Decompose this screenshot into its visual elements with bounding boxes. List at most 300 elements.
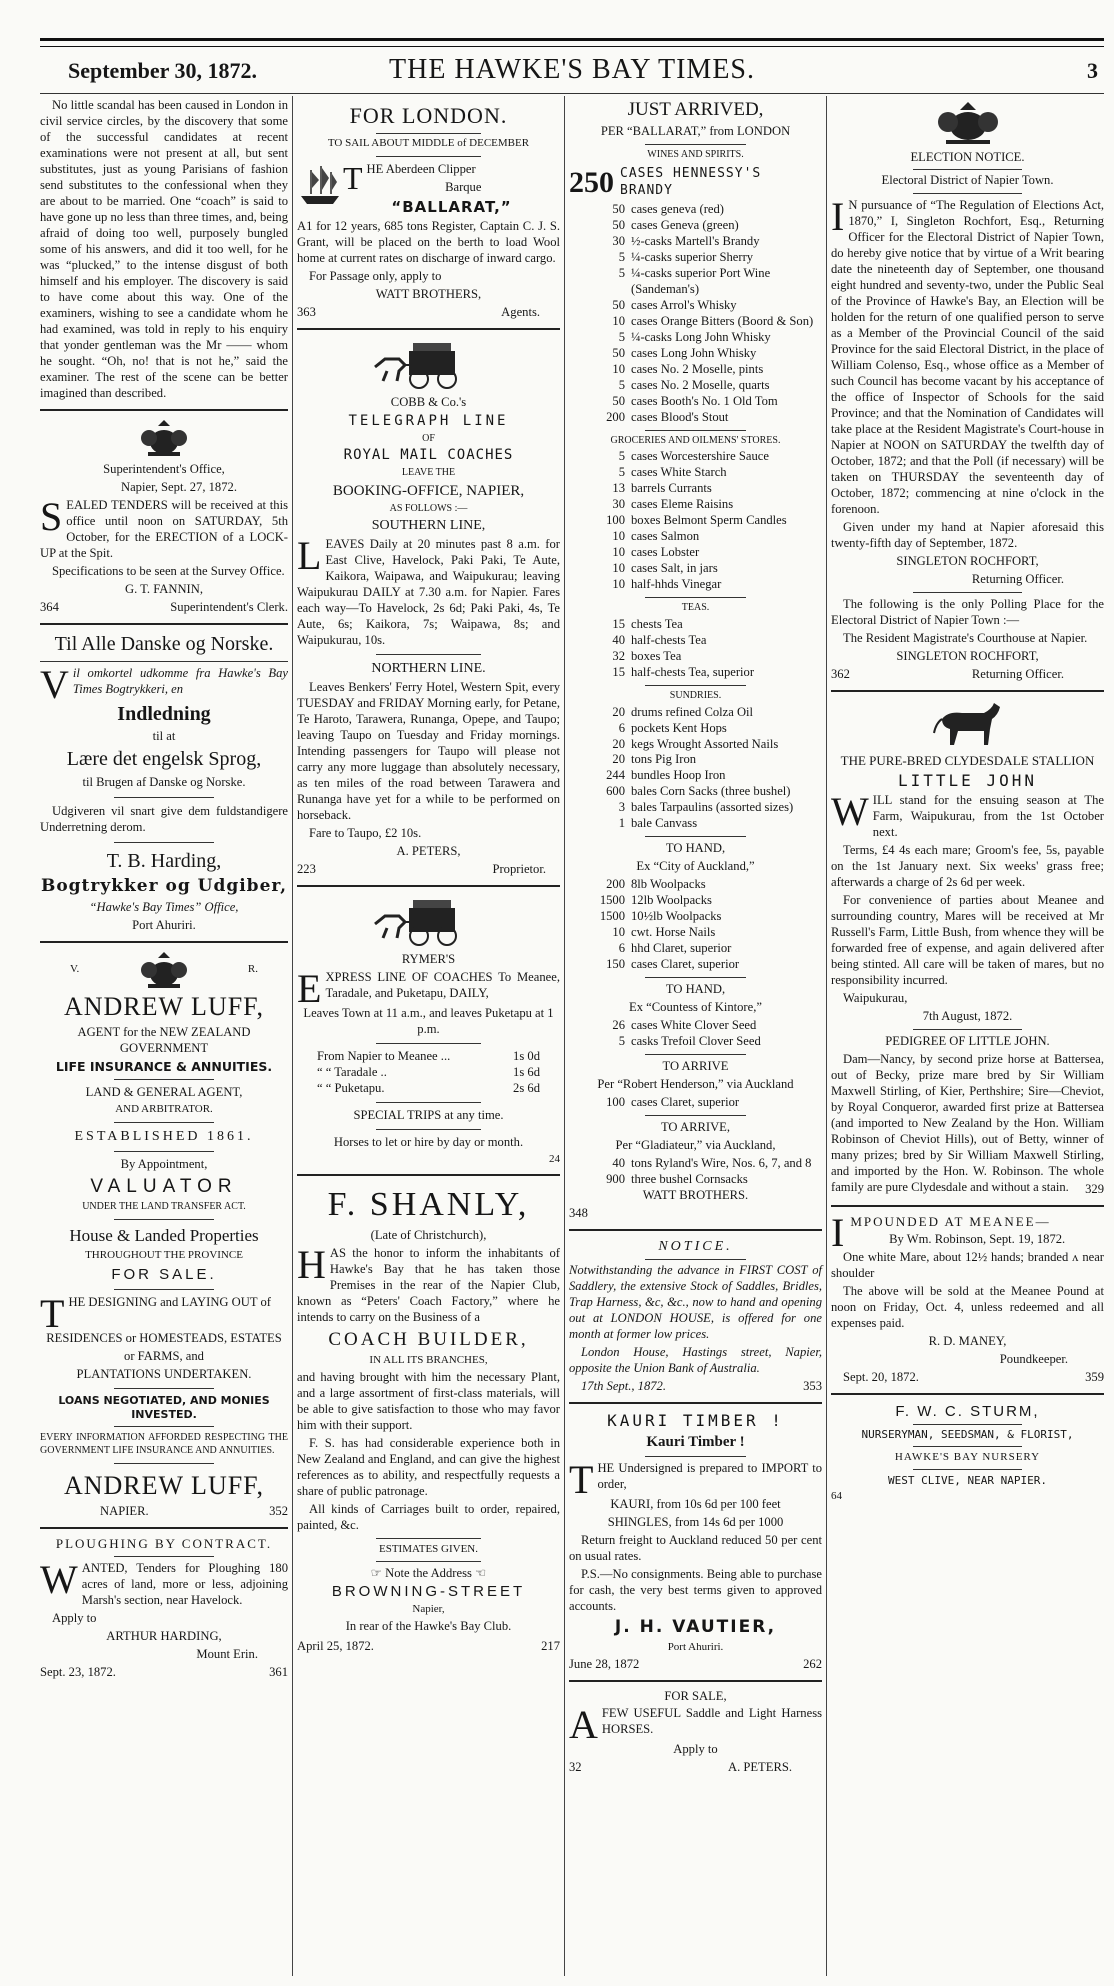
item-description: 10½lb Woolpacks: [631, 909, 722, 924]
ad-number: 64: [831, 1490, 842, 1503]
danish-brug: til Brugen af Danske og Norske.: [82, 774, 246, 789]
item-quantity: 6: [618, 941, 625, 956]
luff-crest-row: [40, 950, 288, 990]
divider: [913, 1029, 1022, 1030]
arrive2-list: [569, 1156, 822, 1188]
horse-terms: Terms, £4 4s each mare; Groom's fee, 5s, payable on the 1st January next. Six weeks' grass free; afterwards a charge of 2s 6d per week.: [831, 843, 1104, 890]
royal-crest-icon: [134, 418, 194, 458]
divider: [569, 1402, 822, 1404]
election-district: Electoral District of Napier Town.: [881, 172, 1054, 187]
luff-land-agent: LAND & GENERAL AGENT,: [85, 1085, 243, 1100]
list-item: [569, 784, 822, 800]
divider: [831, 1393, 1104, 1395]
item-quantity: 50: [612, 297, 625, 312]
item-description: cases Arrol's Whisky: [631, 297, 737, 312]
divider: [114, 797, 213, 798]
item-quantity: 200: [606, 877, 625, 892]
item-description: ½-casks Martell's Brandy: [631, 233, 760, 248]
masthead-rule: [40, 38, 1104, 41]
tender-spec: Specifications to be seen at the Survey Office.: [52, 563, 285, 578]
shanly-branches: IN ALL ITS BRANCHES,: [369, 1353, 488, 1366]
sailing-ship-icon: [297, 162, 343, 206]
item-quantity: 50: [612, 217, 625, 232]
royal-crest-icon: [134, 950, 194, 990]
cobb-footer: [297, 862, 560, 878]
item-description: cases Long John Whisky: [631, 345, 757, 360]
london-title: FOR LONDON.: [349, 103, 508, 128]
shanly-name: F. SHANLY,: [327, 1185, 530, 1223]
shanly-coach-builder: COACH BUILDER,: [328, 1328, 529, 1350]
forsale-signature: A. PETERS.: [727, 1760, 792, 1775]
horse-icon: [928, 699, 1008, 749]
list-item: [569, 957, 822, 973]
london-ship-line-2: Barque: [445, 179, 482, 194]
forsale-apply: Apply to: [673, 1742, 718, 1757]
tender-signature: G. T. FANNIN,: [124, 581, 203, 596]
divider: [114, 1388, 213, 1389]
item-quantity: 50: [612, 345, 625, 360]
groceries-list: [569, 449, 822, 593]
divider: [376, 1561, 481, 1562]
ad-number: 364: [40, 599, 59, 614]
divider: [913, 1424, 1022, 1425]
page-header: [40, 52, 1104, 92]
luff-information: EVERY INFORMATION AFFORDED RESPECTING THE GOVERNMENT LIFE INSURANCE AND ANNUITIES.: [40, 1432, 288, 1457]
list-item: [569, 752, 822, 768]
item-quantity: 40: [612, 1156, 625, 1171]
wines-heading: WINES AND SPIRITS.: [647, 149, 744, 161]
cobb-role: Proprietor.: [492, 861, 546, 876]
kauri-line-1: KAURI, from 10s 6d per 100 feet: [610, 1497, 781, 1512]
luff-house-properties: House & Landed Properties: [69, 1225, 259, 1245]
danish-signature: T. B. Harding,: [106, 849, 222, 872]
forsale-body: AFEW USEFUL Saddle and Light Harness HORSES.: [569, 1702, 822, 1748]
luff-established: ESTABLISHED 1861.: [74, 1129, 254, 1145]
list-item: [569, 266, 822, 298]
item-quantity: 15: [612, 664, 625, 679]
divider: [40, 1527, 288, 1529]
item-description: hhd Claret, superior: [631, 941, 732, 956]
masthead-rule-thin: [40, 46, 1104, 47]
cobb-of: OF: [422, 432, 435, 444]
shanly-rear: In rear of the Hawke's Bay Club.: [345, 1618, 512, 1633]
luff-name-2: ANDREW LUFF,: [63, 1470, 265, 1500]
divider: [40, 409, 288, 411]
shanly-street: BROWNING-STREET: [331, 1582, 526, 1600]
ad-number: 262: [803, 1656, 822, 1671]
item-description: cases Blood's Stout: [631, 409, 729, 424]
item-description: cases Salt, in jars: [631, 561, 718, 576]
notice-date: 17th Sept., 1872.: [581, 1378, 667, 1393]
item-description: half-chests Tea: [631, 632, 707, 647]
list-item: [569, 577, 822, 593]
hand2-ex: Ex “Countess of Kintore,”: [629, 1000, 762, 1015]
divider: [114, 1556, 213, 1557]
arrived-signature: WATT BROTHERS.: [642, 1188, 749, 1203]
crest-letter-v: V.: [70, 962, 80, 975]
fare-row: “ “ Puketapu. 2s 6d: [317, 1080, 540, 1095]
luff-arbitrator: AND ARBITRATOR.: [115, 1103, 213, 1116]
divider: [297, 1174, 560, 1176]
list-item: [569, 665, 822, 681]
item-quantity: 40: [612, 632, 625, 647]
divider: [913, 1446, 1022, 1447]
divider: [645, 144, 746, 145]
item-quantity: 5: [618, 449, 625, 464]
item-quantity: 10: [612, 561, 625, 576]
impounded-footer: [831, 1370, 1104, 1386]
item-quantity: 5: [618, 465, 625, 480]
kauri-footer: [569, 1657, 822, 1673]
ad-number: 24: [549, 1152, 560, 1165]
column-1: [40, 96, 292, 1976]
divider: [297, 328, 560, 330]
arrive2-heading: TO ARRIVE,: [660, 1120, 731, 1135]
list-item: [569, 721, 822, 737]
cobb-telegraph: TELEGRAPH LINE: [348, 412, 509, 429]
horse-date: 7th August, 1872.: [922, 1009, 1013, 1024]
rymer-body: EXPRESS LINE OF COACHES To Meanee, Taradale, and Puketapu, DAILY,: [297, 965, 560, 1011]
election-signature: SINGLETON ROCHFORT,: [896, 553, 1039, 568]
cobb-royal-mail: ROYAL MAIL COACHES: [343, 447, 514, 464]
luff-for-sale: FOR SALE.: [111, 1265, 217, 1283]
shanly-estimates: ESTIMATES GIVEN.: [379, 1542, 478, 1555]
divider: [40, 623, 288, 625]
item-description: ¼-casks superior Sherry: [631, 249, 754, 264]
item-quantity: 30: [612, 233, 625, 248]
item-description: cases Salmon: [631, 529, 700, 544]
item-description: cases Geneva (green): [631, 217, 739, 232]
kauri-signature: J. H. VAUTIER,: [614, 1616, 777, 1637]
impounded-role: Poundkeeper.: [999, 1352, 1068, 1367]
divider: [569, 1229, 822, 1231]
divider: [645, 430, 746, 431]
divider: [645, 597, 746, 598]
list-item: [569, 893, 822, 909]
divider: [645, 1259, 746, 1260]
hand1-heading: TO HAND,: [665, 841, 726, 856]
stagecoach-icon: [369, 894, 489, 948]
list-item: [569, 561, 822, 577]
list-item: [569, 909, 822, 925]
luff-name: ANDREW LUFF,: [63, 991, 265, 1021]
ad-number: 353: [803, 1378, 822, 1393]
pedigree-title: PEDIGREE OF LITTLE JOHN.: [885, 1034, 1050, 1049]
arrive1-per: Per “Robert Henderson,” via Auckland: [597, 1077, 794, 1092]
divider: [913, 193, 1022, 194]
election-role: Returning Officer.: [971, 571, 1064, 586]
item-quantity: 30: [612, 497, 625, 512]
item-quantity: 20: [612, 736, 625, 751]
election-polling: The following is the only Polling Place for the Electoral District of Napier Town :—: [831, 596, 1104, 627]
cobb-booking: BOOKING-OFFICE, NAPIER,: [332, 482, 525, 499]
london-agents: Agents.: [501, 304, 540, 319]
item-quantity: 200: [606, 409, 625, 424]
plough-place: Mount Erin.: [196, 1647, 258, 1662]
list-item: [569, 617, 822, 633]
horse-body: WILL stand for the ensuing season at The Farm, Waipukurau, from the 1st October next.: [831, 789, 1104, 840]
ad-number: 352: [269, 1503, 288, 1518]
ad-number: 359: [1085, 1370, 1104, 1385]
kauri-ps: P.S.—No consignments. Being able to purchase for cash, the very best terms given to approved accounts.: [569, 1567, 822, 1613]
item-description: cases geneva (red): [631, 201, 724, 216]
item-description: drums refined Colza Oil: [631, 704, 754, 719]
list-item: [569, 737, 822, 753]
impounded-date: Sept. 20, 1872.: [843, 1370, 919, 1385]
list-item: [569, 449, 822, 465]
header-rule: [40, 93, 1104, 94]
sundries-heading: SUNDRIES.: [669, 689, 722, 701]
divider: [645, 1115, 746, 1116]
impounded-signature: R. D. MANEY,: [928, 1334, 1007, 1349]
list-item: [569, 768, 822, 784]
luff-plantations: PLANTATIONS UNDERTAKEN.: [76, 1366, 252, 1381]
plough-footer: [40, 1665, 288, 1681]
divider: [376, 654, 481, 655]
notice-title: NOTICE.: [658, 1239, 733, 1255]
list-item: [569, 234, 822, 250]
shanly-note: Note the Address: [385, 1565, 472, 1580]
kauri-place: Port Ahuriri.: [667, 1640, 724, 1653]
ad-number: 223: [297, 861, 316, 876]
tender-date: Napier, Sept. 27, 1872.: [121, 479, 237, 494]
danish-place: Port Ahuriri.: [132, 917, 196, 932]
item-description: pockets Kent Hops: [631, 720, 727, 735]
item-description: boxes Tea: [631, 648, 682, 663]
item-quantity: 5: [618, 1034, 625, 1049]
divider: [569, 1680, 822, 1682]
election-court: The Resident Magistrate's Courthouse at Napier.: [843, 630, 1088, 645]
divider: [114, 1426, 213, 1427]
ad-number: 363: [297, 304, 316, 319]
divider: [376, 1102, 481, 1103]
newspaper-title: THE HAWKE'S BAY TIMES.: [389, 54, 755, 85]
london-sail: TO SAIL ABOUT MIDDLE of DECEMBER: [327, 136, 530, 149]
item-description: casks Trefoil Clover Seed: [631, 1034, 761, 1049]
notice-footer: [569, 1379, 822, 1395]
rymer-title: RYMER'S: [401, 951, 456, 966]
list-item: [569, 481, 822, 497]
divider: [376, 1043, 481, 1044]
cobb-northern-body: Leaves Benkers' Ferry Hotel, Western Spit, every TUESDAY and FRIDAY Morning early, for Petane, Te Haroto, Tarawera, Runanga, Opepe, and Taupo; leaving Taupo on Tuesday and Friday mornings. Intending passengers for Taupo will please not carry any more luggage than absolutely necessary, as ten miles of the road between Tarawera and Runanga have yet for a while to be performed on horseback.: [297, 679, 560, 822]
rymer-horses: Horses to let or hire by day or month.: [333, 1134, 524, 1149]
item-quantity: 5: [618, 265, 625, 280]
item-quantity: 10: [612, 577, 625, 592]
item-description: three bushel Cornsacks: [631, 1172, 748, 1187]
divider: [376, 1538, 481, 1539]
item-description: cases White Clover Seed: [631, 1018, 757, 1033]
item-description: half-hhds Vinegar: [631, 577, 722, 592]
divider: [114, 1151, 213, 1152]
divider: [114, 1463, 213, 1464]
danish-body: Vil omkortel udkomme fra Hawke's Bay Times Bogtrykkeri, en: [40, 661, 288, 707]
plough-title: PLOUGHING BY CONTRACT.: [55, 1535, 273, 1551]
luff-designing: THE DESIGNING and LAYING OUT of: [40, 1290, 271, 1336]
list-item: [569, 633, 822, 649]
item-quantity: 5: [618, 377, 625, 392]
london-ship-name: “BALLARAT,”: [391, 197, 512, 216]
shanly-body: HAS the honor to inform the inhabitants of Hawke's Bay that he has taken those Premises in the rear of the Napier Club, known as “Peters' Coach Factory,” where he intends to carry on the Business of a: [297, 1241, 560, 1324]
ad-number: 329: [1085, 1181, 1104, 1196]
divider: [913, 1469, 1022, 1470]
cobb-southern-body: LEAVES Daily at 20 minutes past 8 a.m. for East Clive, Havelock, Paki Paki, Te Aute, Kaikora, Waipawa, and Waipukurau; leaving Waipukurau DAILY at 7.30 a.m. for Napier. Fares each way—To Havelock, 2s 6d; Paki Paki, 4s, Te Aute, 6s; Kaikora, 7s; Waipawa, 8s; and Waipukurau, 10s.: [297, 533, 560, 648]
list-item: [569, 513, 822, 529]
divider: [114, 842, 213, 843]
list-item: [569, 529, 822, 545]
list-item: [569, 1034, 822, 1050]
ad-number: 348: [569, 1206, 588, 1221]
item-quantity: 20: [612, 704, 625, 719]
item-description: bales Tarpaulins (assorted sizes): [631, 800, 794, 815]
fare-row: “ “ Taradale .. 1s 6d: [317, 1064, 540, 1079]
divider: [297, 885, 560, 887]
column-3: [564, 96, 826, 1976]
list-item: [569, 1172, 822, 1188]
item-quantity: 3: [618, 800, 625, 815]
arrive2-per: Per “Gladiateur,” via Auckland,: [615, 1138, 776, 1153]
impounded-title: IMPOUNDED AT MEANEE—: [831, 1209, 1051, 1255]
sundries-list: [569, 705, 822, 833]
royal-crest-icon: [928, 100, 1008, 146]
luff-transfer-act: UNDER THE LAND TRANSFER ACT.: [82, 1201, 246, 1213]
impounded-mare: One white Mare, about 12½ hands; branded ʌ near shoulder: [831, 1250, 1104, 1281]
item-quantity: 244: [606, 768, 625, 783]
tender-role: Superintendent's Clerk.: [170, 599, 288, 614]
kauri-line-2: SHINGLES, from 14s 6d per 1000: [607, 1515, 784, 1530]
wines-big-quantity: 250: [569, 165, 614, 199]
horse-title: THE PURE-BRED CLYDESDALE STALLION: [840, 752, 1095, 768]
shanly-footer: [297, 1639, 560, 1655]
hand2-heading: TO HAND,: [665, 982, 726, 997]
item-description: cases No. 2 Moselle, quarts: [631, 377, 770, 392]
luff-farms: or FARMS, and: [124, 1348, 204, 1363]
cobb-southern: SOUTHERN LINE,: [371, 518, 486, 534]
item-quantity: 10: [612, 529, 625, 544]
danish-office: “Hawke's Bay Times” Office,: [89, 899, 239, 914]
election-given: Given under my hand at Napier aforesaid this twenty-fifth day of September, 1872.: [831, 519, 1104, 550]
hand1-list: [569, 877, 822, 973]
divider: [831, 1205, 1104, 1207]
item-quantity: 100: [606, 1095, 625, 1110]
item-quantity: 1500: [599, 893, 625, 908]
item-quantity: 50: [612, 393, 625, 408]
item-description: chests Tea: [631, 616, 683, 631]
list-item: [569, 330, 822, 346]
list-item: [569, 941, 822, 957]
item-description: cases White Starch: [631, 465, 727, 480]
forsale-title: FOR SALE,: [664, 1688, 727, 1703]
item-quantity: 600: [606, 784, 625, 799]
list-item: [569, 394, 822, 410]
item-description: half-chests Tea, superior: [631, 664, 755, 679]
cobb-leave: LEAVE THE: [401, 467, 456, 479]
list-item: [569, 314, 822, 330]
list-item: [569, 1095, 822, 1111]
notice-body: Notwithstanding the advance in FIRST COST of Saddlery, the extensive Stock of Saddles, Bridles, Trap Harness, &c, &c., now to hand and opening out at LONDON HOUSE, is offered for one month at former low prices.: [569, 1262, 822, 1341]
list-item: [569, 362, 822, 378]
rymer-special: SPECIAL TRIPS at any time.: [353, 1107, 504, 1122]
luff-life-insurance: LIFE INSURANCE & ANNUITIES.: [55, 1058, 273, 1074]
hand1-ex: Ex “City of Auckland,”: [636, 859, 755, 874]
kauri-line-3: Return freight to Auckland reduced 50 per cent on usual rates.: [569, 1533, 822, 1564]
horse-place: Waipukurau,: [843, 991, 908, 1006]
list-item: [569, 202, 822, 218]
divider: [645, 977, 746, 978]
impounded-sold: The above will be sold at the Meanee Pound at noon on Friday, Oct. 4, unless redeemed and all expenses paid.: [831, 1284, 1104, 1331]
item-description: ¼-casks superior Port Wine (Sandeman's): [631, 265, 771, 296]
shanly-body-2: and having brought with him the necessary Plant, and a large assortment of first-class materials, will be able to give satisfaction to those who may favor him with their support.: [297, 1369, 560, 1432]
issue-date: September 30, 1872.: [68, 58, 258, 83]
danish-signature-title: Bogtrykker og Udgiber,: [40, 876, 288, 897]
danish-heading: Indledning: [117, 702, 211, 725]
cobb-follows: AS FOLLOWS :—: [389, 502, 468, 514]
election-role-2: Returning Officer.: [971, 666, 1064, 681]
item-description: cases Booth's No. 1 Old Tom: [631, 393, 778, 408]
teas-list: [569, 617, 822, 681]
pointing-hand-icon: ☜: [475, 1565, 487, 1580]
list-item: [569, 410, 822, 426]
hand2-list: [569, 1018, 822, 1050]
wines-list: [569, 202, 822, 426]
item-description: cases Orange Bitters (Boord & Son): [631, 313, 814, 328]
danish-heading-2: Lære det engelsk Sprog,: [66, 748, 262, 771]
list-item: [569, 877, 822, 893]
item-quantity: 32: [612, 648, 625, 663]
list-item: [569, 465, 822, 481]
item-quantity: 900: [606, 1172, 625, 1187]
shanly-note-row: [297, 1566, 560, 1582]
item-description: tons Pig Iron: [631, 752, 697, 767]
sturm-trade: NURSERYMAN, SEEDSMAN, & FLORIST,: [861, 1428, 1074, 1442]
divider: [645, 1456, 746, 1457]
plough-date: Sept. 23, 1872.: [40, 1665, 116, 1680]
shanly-late: (Late of Christchurch),: [370, 1227, 487, 1242]
column-4: [826, 96, 1108, 1976]
london-footer: [297, 305, 560, 321]
sturm-nursery: HAWKE'S BAY NURSERY: [894, 1451, 1041, 1464]
arrived-per: PER “BALLARAT,” from LONDON: [600, 124, 791, 139]
pointing-hand-icon: ☞: [370, 1565, 382, 1580]
plough-body: WANTED, Tenders for Ploughing 180 acres of land, more or less, adjoining Marsh's section, near Havelock.: [40, 1557, 288, 1608]
ad-number: 361: [269, 1665, 288, 1680]
horse-name: LITTLE JOHN: [898, 771, 1037, 791]
item-quantity: 6: [618, 720, 625, 735]
luff-footer: [40, 1504, 288, 1520]
list-item: [569, 705, 822, 721]
sturm-address: WEST CLIVE, NEAR NAPIER.: [888, 1474, 1047, 1488]
divider: [831, 690, 1104, 692]
teas-heading: TEAS.: [681, 602, 710, 614]
item-description: bundles Hoop Iron: [631, 768, 726, 783]
list-item: [569, 800, 822, 816]
arrive1-list: [569, 1095, 822, 1111]
plough-apply: Apply to: [52, 1611, 97, 1626]
item-description: tons Ryland's Wire, Nos. 6, 7, and 8: [631, 1156, 812, 1171]
rymer-fare-table: [297, 1049, 560, 1097]
wines-feature: [569, 164, 822, 202]
divider: [645, 1054, 746, 1055]
divider: [40, 941, 288, 943]
item-description: cwt. Horse Nails: [631, 925, 716, 940]
list-item: [569, 925, 822, 941]
election-title: ELECTION NOTICE.: [910, 150, 1025, 164]
divider: [645, 685, 746, 686]
divider: [913, 169, 1022, 170]
sturm-name: F. W. C. STURM,: [895, 1403, 1040, 1421]
luff-loans: LOANS NEGOTIATED, AND MONIES INVESTED.: [58, 1393, 270, 1421]
london-signature: WATT BROTHERS,: [375, 286, 482, 301]
list-item: [569, 649, 822, 665]
